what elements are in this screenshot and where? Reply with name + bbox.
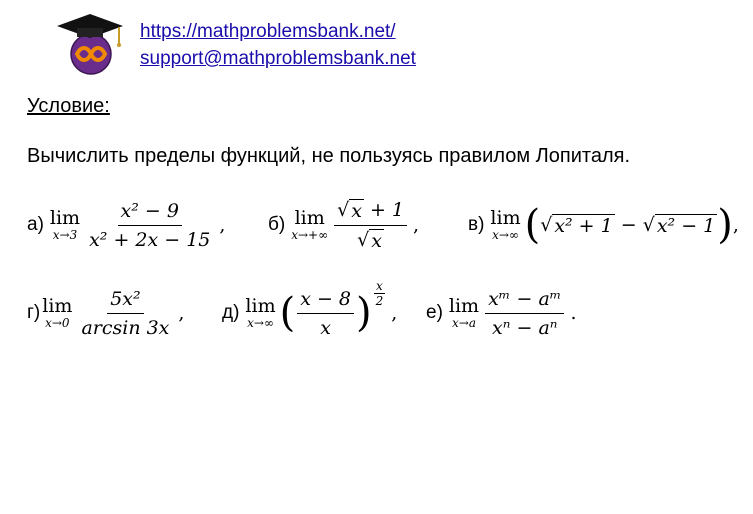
limit-operator: lim x→3 [49, 207, 81, 242]
condition-heading: Условие: [27, 95, 110, 117]
limit-operator: lim x→∞ [490, 207, 521, 242]
fraction: $\frac{\text{5x²}}{\arcsin 3x}$ [81, 287, 170, 339]
problem-d: г) lim x→0 $\frac{\text{5x²}}{\arcsin 3x}$ , [27, 287, 185, 339]
limit-operator: lim x→0 [42, 295, 73, 330]
problem-a-label: а) [27, 214, 44, 235]
problem-a: а) lim x→3 $\frac{\text{x² − 9}}{\text{x² + 2x − 15}}$ , [27, 199, 226, 251]
sqrt: √ x [337, 198, 362, 222]
problem-f: е) lim x→a $\frac{\text{xᵐ − aᵐ}}{\text{xⁿ − aⁿ}}$ . [426, 287, 577, 339]
limit-operator: lim x→∞ [245, 295, 276, 330]
problem-e-label: д) [222, 302, 240, 323]
problem-b-label: б) [268, 214, 286, 235]
problems-row-2 [0, 278, 753, 348]
fraction: $\frac{x - 8}{x}$ [297, 288, 354, 339]
problems-row-1 [0, 190, 753, 260]
support-email-link[interactable]: support@mathproblemsbank.net [140, 48, 416, 69]
problem-f-label: е) [426, 302, 443, 323]
graduation-cap-logo-icon [55, 12, 125, 76]
fraction: √ x + 1 √ x [334, 199, 407, 252]
task-text: Вычислить пределы функций, не пользуясь правилом Лопиталя. [27, 145, 631, 167]
problem-e: д) lim x→∞ ( $\frac{x - 8}{x}$ ) $\frac{x}{2}$ , [222, 279, 398, 339]
header-links [140, 18, 416, 72]
problem-d-label: г) [27, 302, 41, 323]
exponent: $\frac{x}{2}$ [375, 279, 384, 308]
sqrt: √ x² + 1 [540, 213, 613, 237]
limit-operator: lim x→+∞ [291, 207, 329, 242]
site-url-link[interactable]: https://mathproblemsbank.net/ [140, 21, 396, 42]
problem-b: б) lim x→+∞ √ x + 1 √ x , [268, 198, 420, 252]
sqrt: √ x [357, 228, 382, 252]
limit-operator: lim x→a [448, 295, 480, 330]
problem-c-label: в) [468, 214, 485, 235]
fraction: $\frac{\text{xᵐ − aᵐ}}{\text{xⁿ − aⁿ}}$ [485, 288, 564, 339]
problem-c: в) lim x→∞ ( √ x² + 1 − √ x² − 1 ) , [468, 202, 739, 248]
sqrt: √ x² − 1 [642, 213, 716, 237]
fraction: $\frac{\text{x² − 9}}{\text{x² + 2x − 15}}$ [89, 199, 211, 251]
